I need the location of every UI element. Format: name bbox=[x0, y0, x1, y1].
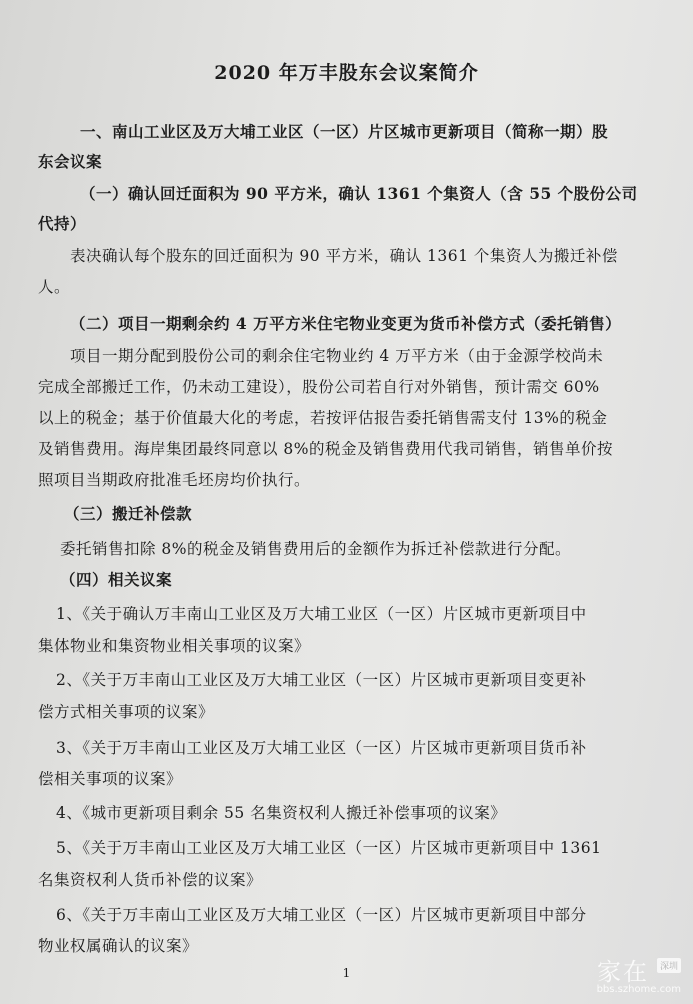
page-number: 1 bbox=[342, 966, 351, 980]
motion-6-line-2: 物业权属确认的议案》 bbox=[38, 937, 199, 955]
section-1-heading: 一、南山工业区及万大埔工业区（一区）片区城市更新项目（简称一期）股 bbox=[80, 122, 609, 141]
motion-2-line-2: 偿方式相关事项的议案》 bbox=[38, 703, 215, 721]
watermark-url: bbs.szhome.com bbox=[596, 984, 681, 995]
motion-1-line-2: 集体物业和集资物业相关事项的议案》 bbox=[38, 637, 311, 655]
motion-3-line-2: 偿相关事项的议案》 bbox=[38, 770, 183, 788]
section-1-heading-cont: 东会议案 bbox=[38, 152, 103, 171]
watermark-logo: 家在 bbox=[597, 958, 649, 986]
subsection-3-heading: （三）搬迁补偿款 bbox=[64, 504, 193, 523]
paragraph-2-line-3: 以上的税金；基于价值最大化的考虑，若按评估报告委托销售需支付 13%的税金 bbox=[38, 409, 608, 427]
motion-5-line-1: 5、《关于万丰南山工业区及万大埔工业区（一区）片区城市更新项目中 1361 bbox=[56, 839, 602, 857]
paragraph-2-line-1: 项目一期分配到股份公司的剩余住宅物业约 4 万平方米（由于金源学校尚未 bbox=[70, 347, 604, 365]
subsection-2-heading: （二）项目一期剩余约 4 万平方米住宅物业变更为货币补偿方式（委托销售） bbox=[70, 314, 622, 333]
watermark bbox=[575, 952, 685, 1000]
paragraph-2-line-5: 照项目当期政府批准毛坯房均价执行。 bbox=[38, 471, 311, 489]
document-title: 2020 年万丰股东会议案简介 bbox=[214, 62, 479, 84]
paragraph-1-line-1: 表决确认每个股东的回迁面积为 90 平方米，确认 1361 个集资人为搬迁补偿 bbox=[70, 247, 618, 265]
paragraph-2-line-2: 完成全部搬迁工作，仍未动工建设），股份公司若自行对外销售，预计需交 60% bbox=[38, 378, 600, 396]
motion-3-line-1: 3、《关于万丰南山工业区及万大埔工业区（一区）片区城市更新项目货币补 bbox=[56, 739, 587, 757]
subsection-1-heading-cont: 代持） bbox=[38, 214, 87, 233]
motion-4-line-1: 4、《城市更新项目剩余 55 名集资权利人搬迁补偿事项的议案》 bbox=[56, 804, 507, 822]
paragraph-2-line-4: 及销售费用。海岸集团最终同意以 8%的税金及销售费用代我司销售，销售单价按 bbox=[38, 440, 614, 458]
motion-2-line-1: 2、《关于万丰南山工业区及万大埔工业区（一区）片区城市更新项目变更补 bbox=[56, 671, 587, 689]
paragraph-1-line-2: 人。 bbox=[38, 278, 71, 296]
subsection-4-heading: （四）相关议案 bbox=[60, 570, 173, 589]
watermark-badge: 深圳 bbox=[657, 958, 681, 973]
motion-1-line-1: 1、《关于确认万丰南山工业区及万大埔工业区（一区）片区城市更新项目中 bbox=[56, 605, 587, 623]
motion-5-line-2: 名集资权利人货币补偿的议案》 bbox=[38, 871, 263, 889]
motion-6-line-1: 6、《关于万丰南山工业区及万大埔工业区（一区）片区城市更新项目中部分 bbox=[56, 906, 587, 924]
paragraph-3-line-1: 委托销售扣除 8%的税金及销售费用后的金额作为拆迁补偿款进行分配。 bbox=[60, 540, 572, 558]
subsection-1-heading: （一）确认回迁面积为 90 平方米，确认 1361 个集资人（含 55 个股份公司 bbox=[80, 184, 638, 203]
